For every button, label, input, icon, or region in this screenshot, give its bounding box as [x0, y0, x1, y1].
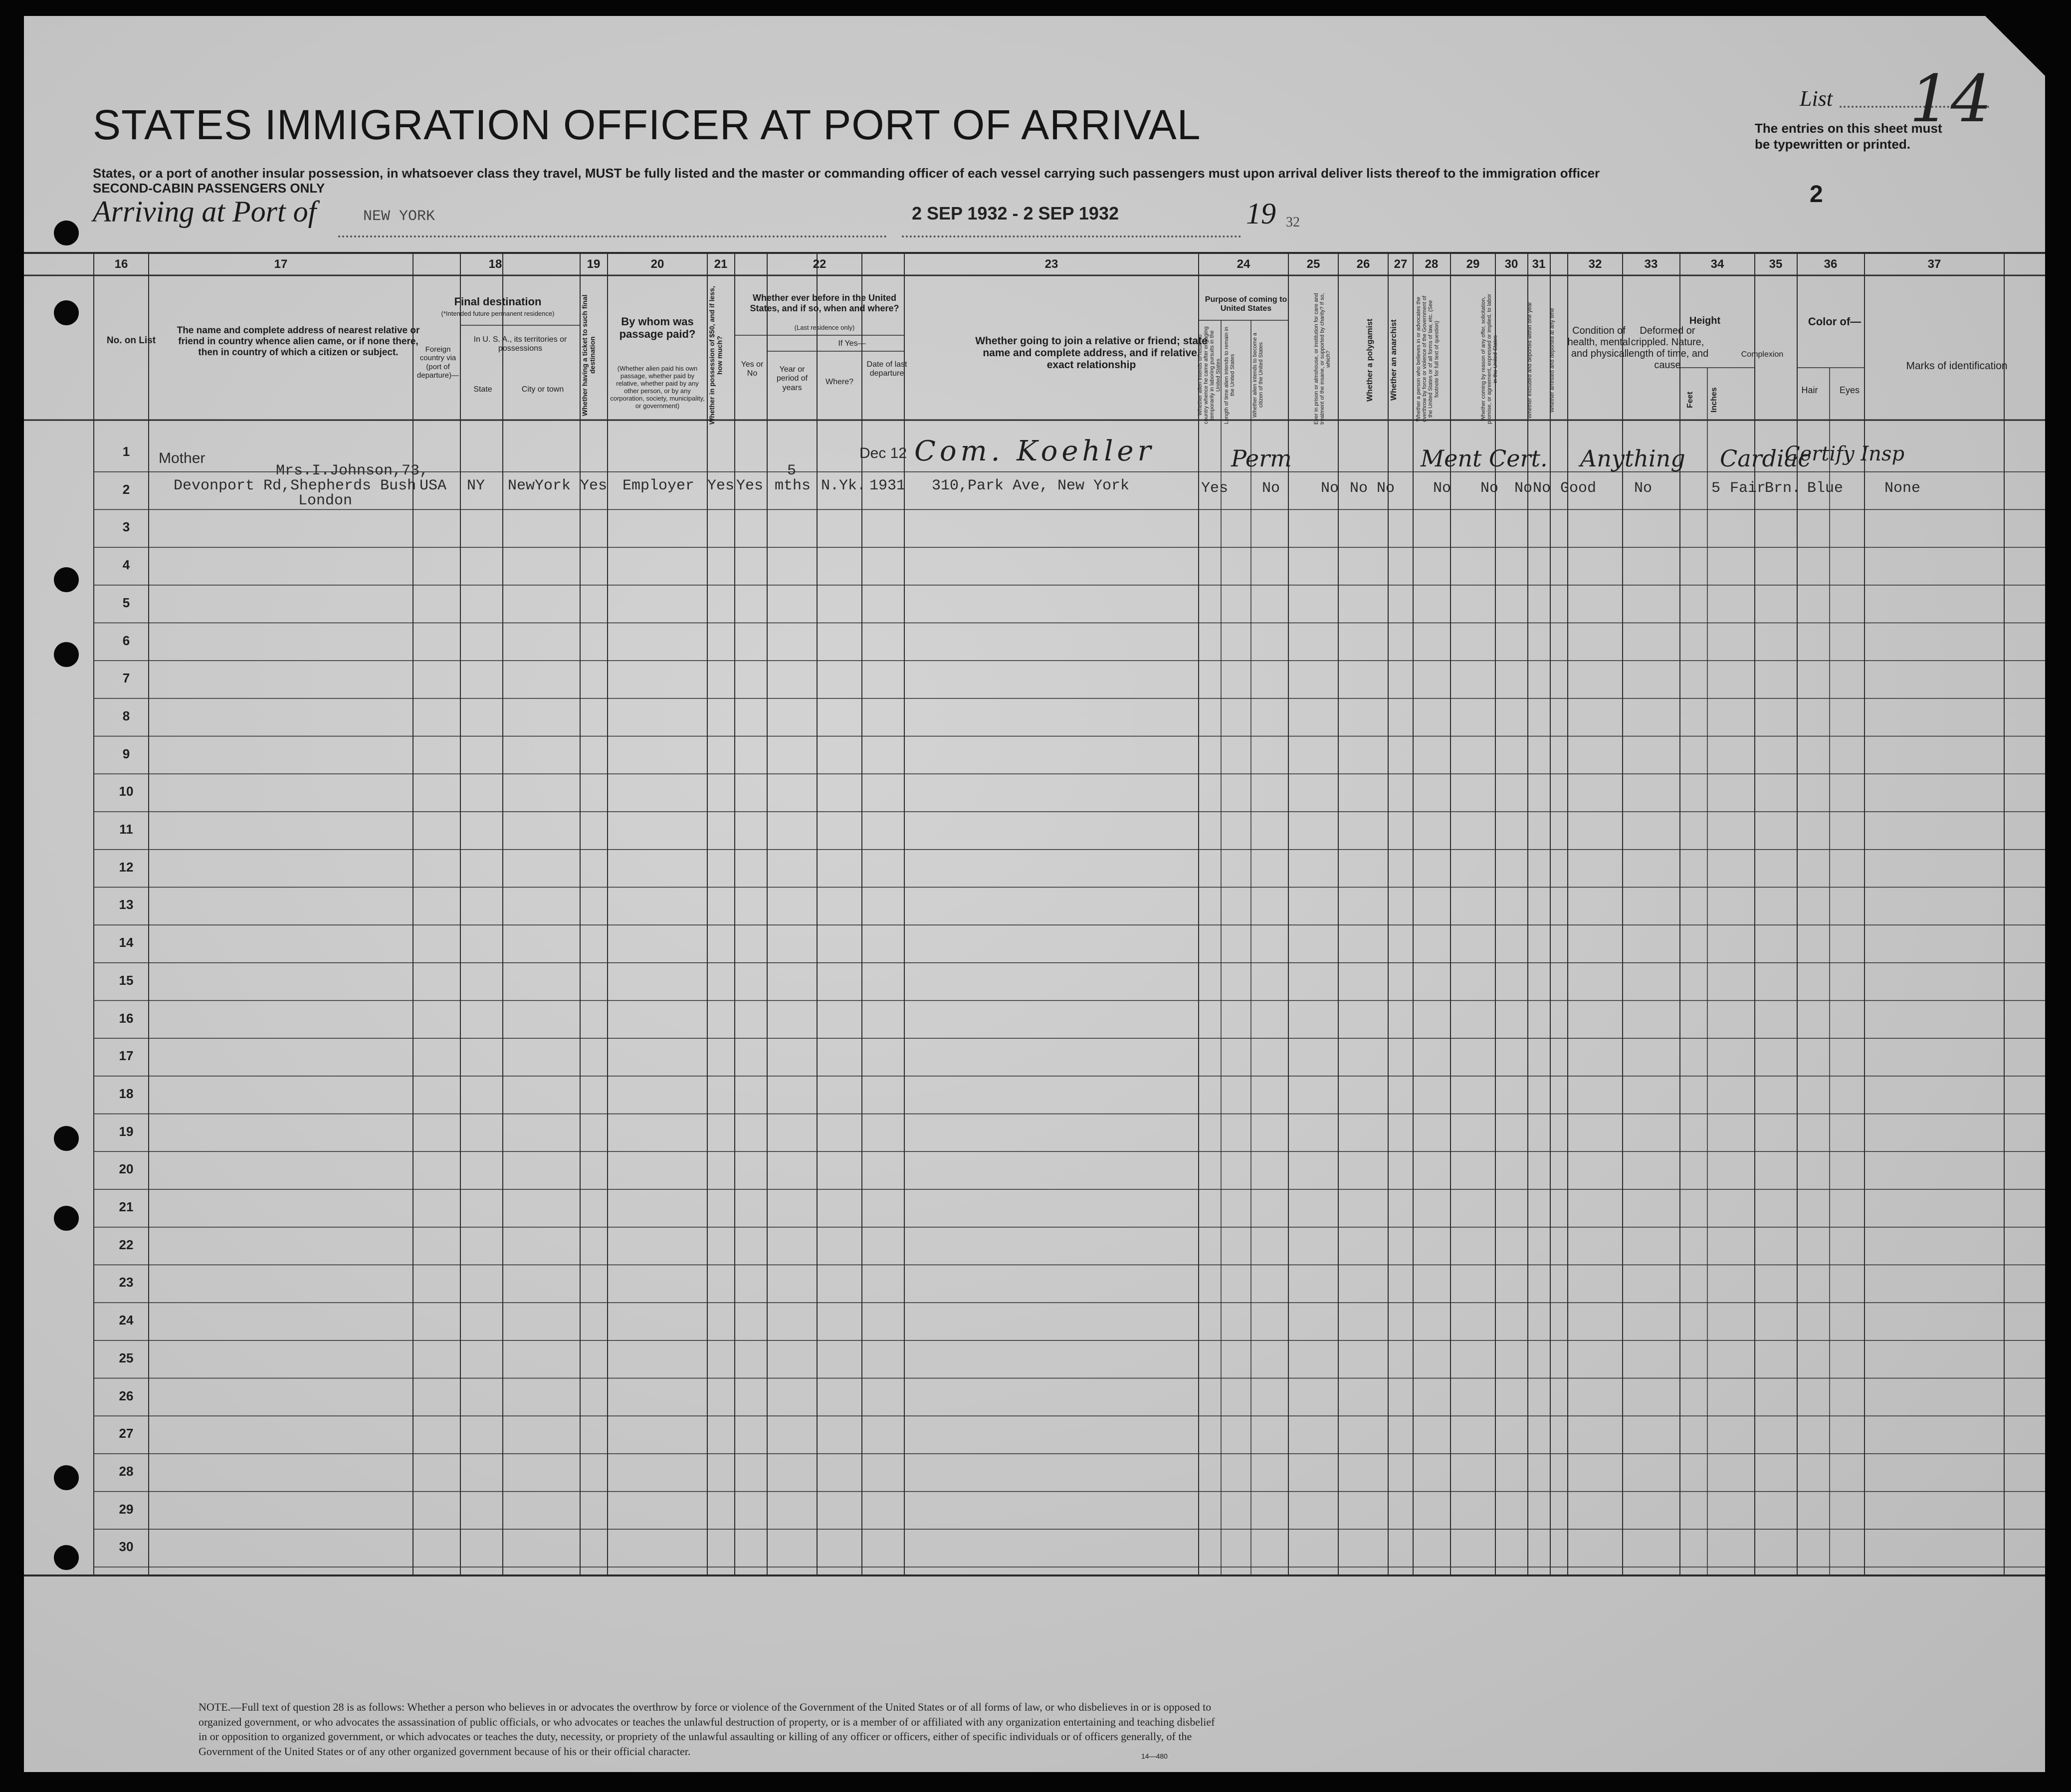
- header-eyes: Eyes: [1839, 385, 1860, 395]
- column-number: 33: [1644, 257, 1658, 271]
- header-anarchist: Whether an anarchist: [1390, 319, 1398, 401]
- row-number: 17: [119, 1048, 134, 1064]
- header-ticket: Whether having a ticket to such final destination: [581, 294, 597, 416]
- entry-marks-handwritten: Cardiac: [1720, 445, 1811, 472]
- row-number: 6: [122, 633, 130, 648]
- row-number: 27: [119, 1426, 134, 1441]
- header-health: Condition of health, mental and physical: [1567, 325, 1631, 359]
- entry-paid-by: Employer: [622, 477, 695, 494]
- header-polygamist: Whether a polygamist: [1366, 318, 1374, 402]
- header-state: State: [473, 385, 492, 394]
- form-title: STATES IMMIGRATION OFFICER AT PORT OF ARRIVAL: [93, 101, 1201, 148]
- row-number: 1: [122, 444, 130, 459]
- entry-state: NY: [467, 477, 485, 494]
- row-number: 4: [122, 557, 130, 573]
- year-suffix: 32: [1286, 215, 1300, 230]
- header-where: Where?: [825, 378, 854, 386]
- entry-question-30: No: [1514, 480, 1533, 497]
- entry-annotation-handwritten: Ment Cert.: [1421, 445, 1548, 472]
- entry-before-yes: Yes: [736, 477, 764, 494]
- entry-money: Yes: [707, 477, 735, 494]
- header-if-yes: If Yes—: [838, 339, 866, 348]
- entry-city: NewYork: [508, 477, 571, 494]
- entry-last-departure-month: Dec 12: [859, 445, 907, 461]
- column-number: 25: [1306, 257, 1320, 271]
- column-number: 20: [650, 257, 664, 271]
- header-height-inches: Inches: [1710, 387, 1718, 413]
- column-number: 21: [714, 257, 728, 271]
- header-purpose-return: Whether alien intends to return to country whence he came after engaging temporarily in laboring pursuits in the United States: [1197, 326, 1222, 424]
- row-number: 8: [122, 708, 130, 723]
- port-value: NEW YORK: [363, 208, 435, 225]
- entry-last-departure-year: 1931: [869, 477, 906, 494]
- list-label: List: [1800, 86, 1833, 111]
- header-purpose-citizen: Whether alien intends to become a citizen of the United States: [1252, 333, 1264, 418]
- entry-anarchist: No: [1377, 480, 1395, 497]
- row-number: 28: [119, 1463, 134, 1479]
- header-no-on-list: No. on List: [106, 335, 156, 346]
- row-number: 11: [119, 822, 133, 837]
- column-number: 31: [1532, 257, 1546, 271]
- entry-prison: No: [1321, 480, 1339, 497]
- row-number: 29: [119, 1501, 134, 1517]
- entry-polygamist: No: [1350, 480, 1368, 497]
- header-purpose-length: Length of time alien intends to remain in the United States: [1224, 326, 1236, 424]
- entry-foreign-country: USA: [419, 477, 447, 494]
- row-number: 16: [119, 1010, 134, 1026]
- column-number: 23: [1044, 257, 1058, 271]
- entry-eyes: Blue: [1807, 480, 1844, 497]
- entry-complexion: Fair: [1730, 480, 1766, 497]
- column-number: 27: [1394, 257, 1408, 271]
- column-number: 28: [1425, 257, 1439, 271]
- entry-ticket: Yes: [580, 477, 608, 494]
- header-foreign-country: Foreign country via (port of departure)—: [416, 345, 459, 380]
- row-number: 25: [119, 1350, 134, 1365]
- entry-health-handwritten: Anything: [1580, 445, 1685, 472]
- entry-return-intent: Yes: [1201, 480, 1229, 497]
- row-number: 22: [119, 1237, 134, 1252]
- header-deformed: Deformed or crippled. Nature, length of time, and cause: [1626, 325, 1709, 371]
- header-complexion: Complexion: [1741, 350, 1784, 359]
- entry-height-inches: 5: [1711, 480, 1721, 497]
- entry-where: N.Yk.: [821, 477, 866, 494]
- header-purpose: Purpose of coming to United States: [1205, 295, 1287, 313]
- header-question-28: Whether a person who believes in or advocates the overthrow by force or violence of the Government of the United States or of all forms of law, etc. (See footnote for full text of question): [1416, 295, 1440, 423]
- row-number: 5: [122, 595, 130, 610]
- column-number: 16: [114, 257, 128, 271]
- column-number: 30: [1504, 257, 1518, 271]
- entry-name-line1: Mrs.I.Johnson,73,: [276, 462, 429, 479]
- header-nearest-relative: The name and complete address of nearest relative or friend in country whence alien came, or if none there, then in country of which a citizen or subject.: [177, 325, 420, 358]
- column-number: 18: [488, 257, 502, 271]
- row-number: 7: [122, 671, 130, 686]
- entry-name-line2: Devonport Rd,Shepherds Bush: [174, 477, 416, 494]
- entry-question-28: No: [1433, 480, 1451, 497]
- entry-marks: None: [1884, 480, 1921, 497]
- header-question-31: Whether arrested and deported at any time: [1549, 308, 1555, 413]
- manifest-sheet: [24, 16, 2045, 1772]
- footnote-text: —Full text of question 28 is as follows: Whether a person who believes in or advocates the overthrow by force or violence of the Government of the United States or of all forms of law, or who disbelieves in or is opposed to organized government, or who advocates the assassination of public officials, or who advocates or teaches the unlawful destruction of property, or is a member of or affiliated with any organization entertaining and teaching disbelief in or opposition to organized government, or which advocates or teaches the duty, necessity, or propriety of the unlawful assaulting or killing of any officer or officers, either of specific individuals or of officers generally, of the Government of the United States or of any other organized government because of his or their official character.: [199, 1701, 1215, 1758]
- column-number: 19: [587, 257, 601, 271]
- entry-join-handwritten: Com. Koehler: [914, 435, 1155, 467]
- header-final-destination-sub: (*Intended future permanent residence): [441, 310, 555, 317]
- header-city: City or town: [521, 385, 564, 394]
- entry-question-31: No: [1533, 480, 1551, 497]
- column-number: 26: [1356, 257, 1370, 271]
- header-in-usa: In U. S. A., its territories or possessions: [473, 335, 567, 353]
- header-join-relative: Whether going to join a relative or friend; state name and complete address, and if relative, exact relationship: [975, 335, 1208, 371]
- column-number: 17: [274, 257, 288, 271]
- header-passage-paid-sub: (Whether alien paid his own passage, whether paid by relative, whether paid by any other person, or by any corporation, society, municipality, or government): [610, 365, 705, 410]
- row-number: 12: [119, 859, 134, 875]
- column-number: 22: [813, 257, 827, 271]
- row-number: 14: [119, 935, 134, 950]
- footnote: [199, 1700, 1216, 1759]
- row-number: 20: [119, 1161, 134, 1177]
- entry-relation: Mother: [159, 450, 206, 466]
- list-number: 14: [1909, 61, 1992, 137]
- header-marks: Marks of identification: [1906, 360, 2008, 372]
- row-number: 18: [119, 1086, 134, 1101]
- arriving-label: Arriving at Port of: [93, 195, 317, 228]
- row-number: 15: [119, 972, 134, 988]
- entry-inspector-handwritten: Certify Insp: [1785, 443, 1905, 465]
- footnote-label: NOTE.: [199, 1701, 231, 1713]
- header-final-destination: Final destination: [454, 295, 542, 308]
- header-ever-before: Whether ever before in the United States, and if so, when and where?: [750, 293, 899, 313]
- class-line: SECOND-CABIN PASSENGERS ONLY: [93, 181, 325, 196]
- header-hair: Hair: [1801, 385, 1818, 395]
- header-prison: Ever in prison or almshouse, or institution for care and treatment of the insane, or supported by charity? If so, which?: [1313, 293, 1332, 425]
- form-grid: [24, 16, 2045, 1772]
- row-number: 21: [119, 1199, 134, 1214]
- column-number: 32: [1588, 257, 1602, 271]
- row-number: 23: [119, 1275, 134, 1290]
- header-question-30: Whether excluded and deported within one year: [1527, 302, 1533, 419]
- header-ever-before-sub: (Last residence only): [794, 324, 855, 331]
- header-last-departure: Date of last departure: [866, 360, 907, 378]
- header-question-29: Whether coming by reason of any offer, solicitation, promise, or agreement, expressed or implied, to labor in the United States: [1480, 293, 1499, 425]
- row-number: 30: [119, 1539, 134, 1555]
- header-color-of: Color of—: [1808, 315, 1862, 328]
- column-number: 37: [1927, 257, 1941, 271]
- row-number: 24: [119, 1313, 134, 1328]
- header-height-feet: Feet: [1686, 392, 1694, 409]
- row-number: 2: [122, 481, 130, 497]
- entry-deformed: No: [1634, 480, 1653, 497]
- entries-note: The entries on this sheet must: [1755, 121, 1942, 136]
- entry-health: Good: [1560, 480, 1597, 497]
- row-number: 26: [119, 1388, 134, 1403]
- instruction-line: States, or a port of another insular possession, in whatsoever class they travel, MUST be fully listed and the master or commanding officer of each vessel carrying such passengers must upon arrival deliver lists thereof to the immigration officer: [93, 166, 1600, 181]
- date-stamp: 2 SEP 1932 - 2 SEP 1932: [912, 203, 1119, 224]
- entry-period-unit: mths: [775, 477, 811, 494]
- entry-join-address: 310,Park Ave, New York: [932, 477, 1130, 494]
- row-number: 3: [122, 519, 130, 535]
- column-number: 34: [1710, 257, 1724, 271]
- sheet-number: 2: [1810, 181, 1823, 208]
- header-money: Whether in possession of $50, and if less, how much?: [708, 286, 724, 425]
- entry-hair: Brn.: [1765, 480, 1801, 497]
- header-passage-paid: By whom was passage paid?: [619, 315, 696, 341]
- column-number: 35: [1769, 257, 1783, 271]
- column-number: 29: [1466, 257, 1480, 271]
- column-number: 24: [1237, 257, 1250, 271]
- year-prefix: 19: [1246, 197, 1276, 230]
- row-number: 9: [122, 746, 130, 761]
- header-yes-no: Yes or No: [741, 360, 764, 378]
- entry-question-29: No: [1480, 480, 1499, 497]
- row-number: 10: [119, 784, 134, 799]
- header-year-period: Year or period of years: [776, 365, 808, 392]
- row-number: 19: [119, 1123, 134, 1139]
- entries-note: be typewritten or printed.: [1755, 137, 1911, 152]
- form-number: 14—480: [1141, 1752, 1168, 1760]
- entry-name-line3: London: [298, 492, 353, 509]
- header-height: Height: [1689, 315, 1721, 326]
- row-number: 13: [119, 897, 134, 912]
- entry-period-number: 5: [787, 462, 797, 479]
- entry-citizen: No: [1262, 480, 1280, 497]
- entry-length-handwritten: Perm: [1231, 445, 1292, 472]
- column-number: 36: [1824, 257, 1838, 271]
